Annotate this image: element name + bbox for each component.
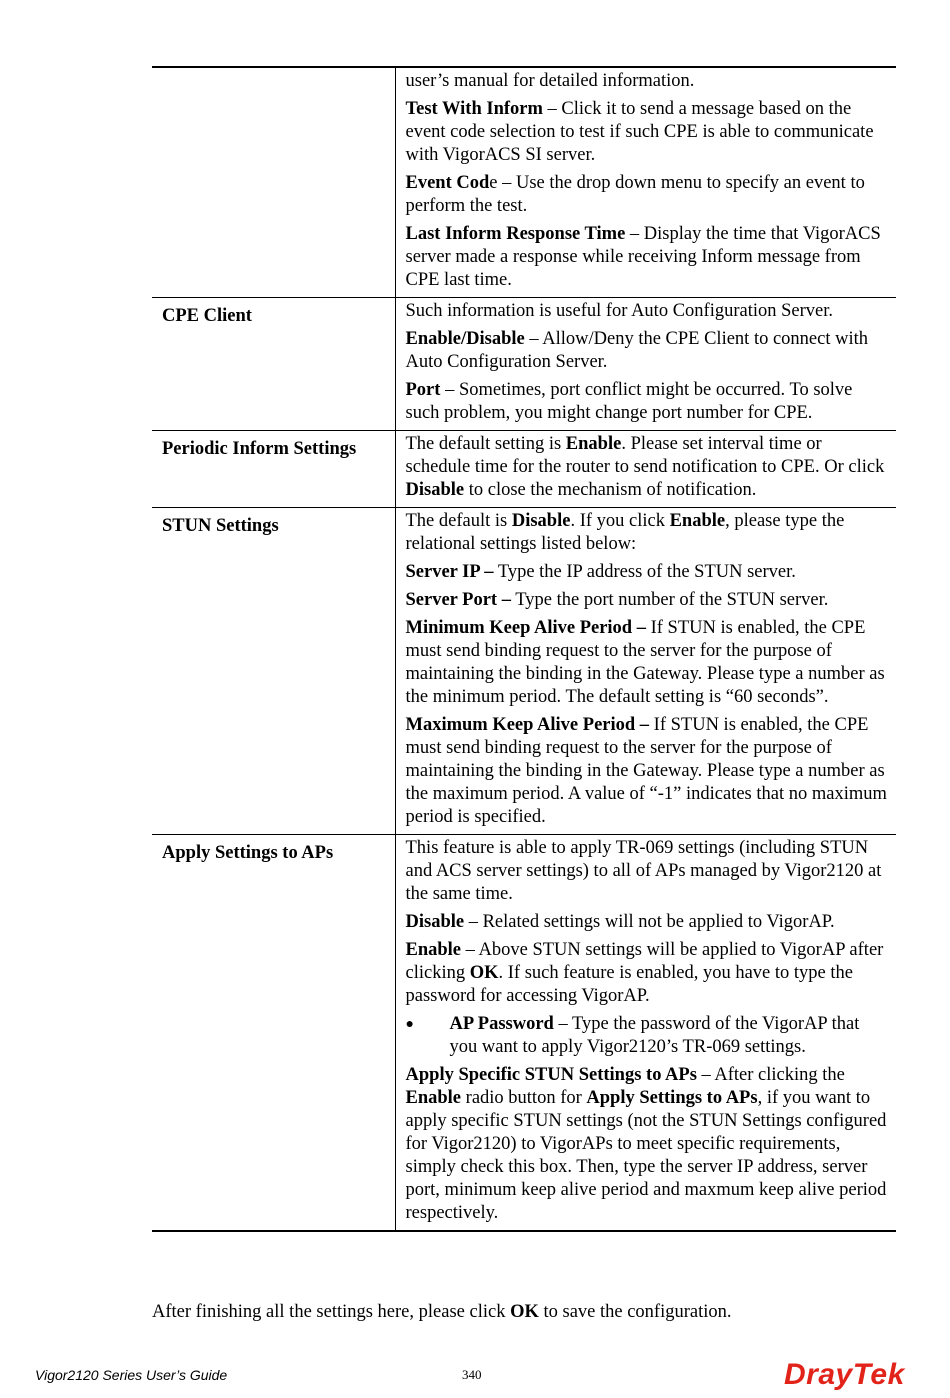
description-paragraph bbox=[406, 510, 891, 556]
setting-name: Apply Settings to APs bbox=[152, 835, 395, 1232]
table-row bbox=[152, 67, 896, 298]
text-span: – Above STUN settings will be applied to VigorAP after clicking bbox=[405, 940, 884, 983]
description-paragraph bbox=[406, 300, 891, 323]
description-paragraph bbox=[406, 98, 891, 167]
description-paragraph bbox=[406, 911, 891, 934]
table-row bbox=[152, 431, 896, 508]
bold-term: Apply Specific STUN Settings to APs bbox=[405, 1065, 697, 1085]
description-paragraph bbox=[406, 70, 891, 93]
text-span: , if you want to apply specific STUN settings (not the STUN Settings configured for Vigor2120) to VigorAPs to meet specific requirements, simply check this box. Then, type the server IP address, server port, minimum keep alive period and maxmum keep alive period respectively. bbox=[405, 1088, 887, 1223]
description-paragraph bbox=[406, 1064, 891, 1225]
settings-table-body bbox=[152, 67, 896, 1231]
description-paragraph bbox=[406, 433, 891, 502]
table-row bbox=[152, 298, 896, 431]
text-span: Such information is useful for Auto Configuration Server. bbox=[405, 301, 833, 321]
description-paragraph bbox=[406, 328, 891, 374]
bold-term: Server Port – bbox=[405, 590, 511, 610]
bold-term: AP Password bbox=[449, 1014, 554, 1034]
text-span: – Sometimes, port conflict might be occurred. To solve such problem, you might change port number for CPE. bbox=[405, 380, 853, 423]
description-paragraph bbox=[406, 223, 891, 292]
setting-name bbox=[152, 67, 395, 298]
text-span: – Type the password of the VigorAP that you want to apply Vigor2120’s TR-069 settings. bbox=[449, 1014, 860, 1057]
text-span: If STUN is enabled, the CPE must send binding request to the server for the purpose of maintaining the binding in the Gateway. Please type a number as the maximum period. A value of “-1” indicates that no maximum period is specified. bbox=[405, 715, 887, 827]
bold-term: Disable bbox=[511, 511, 571, 531]
draytek-logo: DrayTek bbox=[784, 1358, 905, 1391]
setting-name: STUN Settings bbox=[152, 508, 395, 835]
description-paragraph bbox=[406, 837, 891, 906]
closing-instruction bbox=[152, 1301, 732, 1324]
text-span: Type the IP address of the STUN server. bbox=[493, 562, 796, 582]
settings-table bbox=[152, 66, 896, 1232]
setting-name: Periodic Inform Settings bbox=[152, 431, 395, 508]
bold-term: Port bbox=[405, 380, 441, 400]
setting-description bbox=[395, 835, 896, 1232]
bold-term: Apply Settings to APs bbox=[586, 1088, 758, 1108]
text-span: After finishing all the settings here, please click bbox=[152, 1302, 511, 1322]
description-paragraph bbox=[406, 939, 891, 1008]
text-span: The default setting is bbox=[405, 434, 566, 454]
bold-term: Enable bbox=[405, 1088, 462, 1108]
bold-term: Test With Inform bbox=[405, 99, 543, 119]
bold-term: Event Cod bbox=[405, 173, 490, 193]
footer-guide-title: Vigor2120 Series User’s Guide bbox=[35, 1367, 228, 1383]
bold-term: Disable bbox=[405, 480, 465, 500]
bold-term: Enable bbox=[669, 511, 726, 531]
setting-description bbox=[395, 431, 896, 508]
bullet-text bbox=[450, 1013, 891, 1059]
bullet-item bbox=[406, 1013, 891, 1059]
bold-term: Server IP – bbox=[405, 562, 494, 582]
text-span: . Please set interval time or schedule time for the router to send notification to CPE. Or click bbox=[405, 434, 885, 477]
text-span: – Display the time that VigorACS server made a response while receiving Inform message from CPE last time. bbox=[405, 224, 881, 290]
bold-term: OK bbox=[469, 963, 499, 983]
description-paragraph bbox=[406, 172, 891, 218]
description-paragraph bbox=[406, 561, 891, 584]
text-span: radio button for bbox=[461, 1088, 587, 1108]
description-paragraph bbox=[406, 589, 891, 612]
text-span: – After clicking the bbox=[696, 1065, 845, 1085]
text-span: – Allow/Deny the CPE Client to connect with Auto Configuration Server. bbox=[405, 329, 868, 372]
text-span: . If such feature is enabled, you have to type the password for accessing VigorAP. bbox=[405, 963, 853, 1006]
bold-term: OK bbox=[510, 1302, 539, 1322]
text-span: . If you click bbox=[570, 511, 670, 531]
table-row bbox=[152, 508, 896, 835]
setting-description bbox=[395, 67, 896, 298]
footer-page-number: 340 bbox=[462, 1367, 482, 1382]
text-span: to save the configuration. bbox=[538, 1302, 732, 1322]
bold-term: Maximum Keep Alive Period – bbox=[405, 715, 650, 735]
description-paragraph bbox=[406, 617, 891, 709]
text-span: , please type the relational settings listed below: bbox=[405, 511, 845, 554]
setting-description bbox=[395, 298, 896, 431]
description-paragraph bbox=[406, 714, 891, 829]
bold-term: Enable bbox=[565, 434, 622, 454]
text-span: e – Use the drop down menu to specify an event to perform the test. bbox=[405, 173, 865, 216]
text-span: – Click it to send a message based on the event code selection to test if such CPE is able to communicate with VigorACS SI server. bbox=[405, 99, 874, 165]
text-span: – Related settings will not be applied to VigorAP. bbox=[464, 912, 835, 932]
text-span: This feature is able to apply TR-069 settings (including STUN and ACS server settings) to all of APs managed by Vigor2120 at the same time. bbox=[405, 838, 882, 904]
text-span: The default is bbox=[405, 511, 512, 531]
bold-term: Minimum Keep Alive Period – bbox=[405, 618, 646, 638]
bold-term: Last Inform Response Time bbox=[405, 224, 626, 244]
text-span: user’s manual for detailed information. bbox=[405, 71, 695, 91]
table-row bbox=[152, 835, 896, 1232]
text-span: to close the mechanism of notification. bbox=[464, 480, 757, 500]
bullet-dot-icon: ● bbox=[405, 1017, 414, 1032]
setting-description bbox=[395, 508, 896, 835]
text-span: If STUN is enabled, the CPE must send binding request to the server for the purpose of maintaining the binding in the Gateway. Please type a number as the minimum period. The default setting is “60 seconds”. bbox=[405, 618, 885, 707]
text-span: Type the port number of the STUN server. bbox=[510, 590, 829, 610]
bold-term: Enable/Disable bbox=[405, 329, 525, 349]
setting-name: CPE Client bbox=[152, 298, 395, 431]
description-paragraph bbox=[406, 379, 891, 425]
bold-term: Enable bbox=[405, 940, 462, 960]
bold-term: Disable bbox=[405, 912, 465, 932]
